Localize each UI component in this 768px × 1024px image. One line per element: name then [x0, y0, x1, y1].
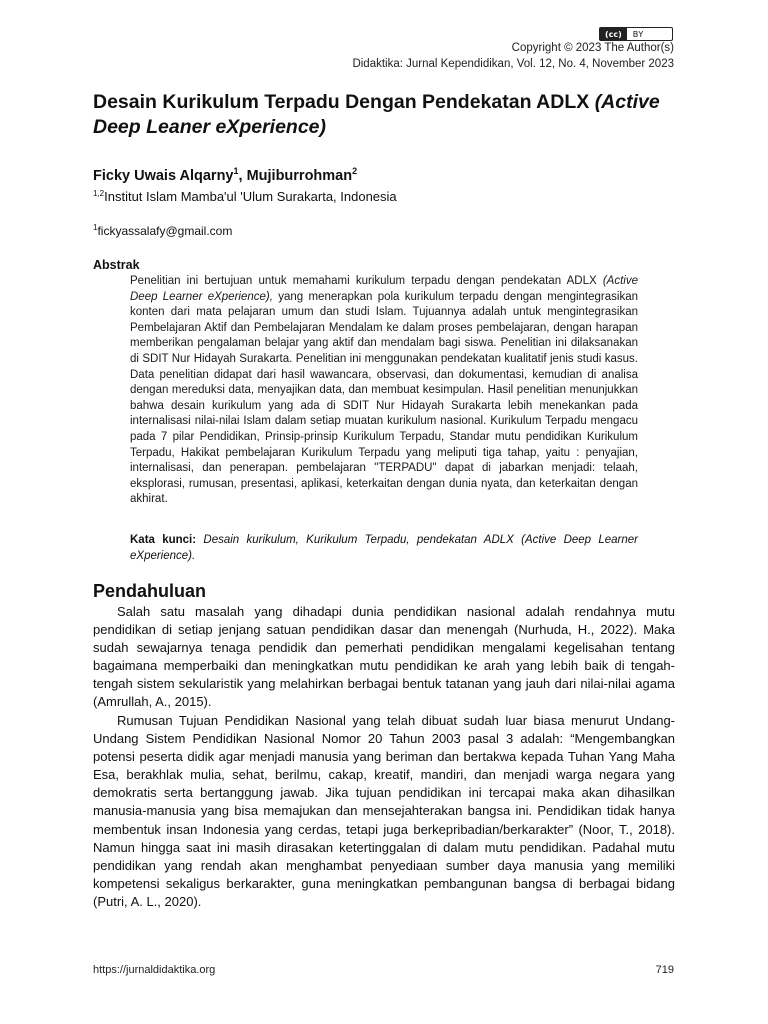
- title-main: Desain Kurikulum Terpadu Dengan Pendekatan ADLX: [93, 91, 595, 113]
- keywords-list: Desain kurikulum, Kurikulum Terpadu, pendekatan ADLX (Active Deep Learner eXperience).: [130, 534, 638, 562]
- keywords: [130, 533, 638, 564]
- journal-citation: Didaktika: Jurnal Kependidikan, Vol. 12, No. 4, November 2023: [352, 58, 674, 70]
- footer-journal-url[interactable]: https://jurnaldidaktika.org: [93, 964, 216, 976]
- affiliation-mark: 1,2: [93, 189, 105, 198]
- body-paragraph: Salah satu masalah yang dihadapi dunia pendidikan nasional adalah rendahnya mutu pendidikan di setiap jenjang satuan pendidikan dasar dan menengah (Nurhuda, H., 2022). Maka sudah sewajarnya tenaga pendidik dan pemerhati pendidikan mengalami kegelisahan tentang bagaimana memperbaiki dan meningkatkan mutu pendidikan ke arah yang lebih baik di tengah-tengah sistem sekularistik yang melahirkan berbagai bentuk tatanan yang jauh dari nilai-nilai agama (Amrullah, A., 2015).: [93, 604, 675, 710]
- section-heading-introduction: Pendahuluan: [93, 581, 207, 601]
- affiliation-text: Institut Islam Mamba'ul 'Ulum Surakarta, Indonesia: [104, 189, 397, 204]
- body-paragraph: Rumusan Tujuan Pendidikan Nasional yang telah dibuat sudah luar biasa menurut Undang-Undang Sistem Pendidikan Nasional Nomor 20 Tahun 2003 pasal 3 adalah: “Mengembangkan potensi peserta didik agar menjadi manusia yang beriman dan bertakwa kepada Tuhan Yang Maha Esa, berakhlak mulia, sehat, berilmu, cakap, kreatif, mandiri, dan menjadi warga negara yang demokratis serta bertanggung jawab. Jika tujuan pendidikan ini tercapai maka akan dihasilkan manusia-manusia yang bisa memajukan dan mensejahterakan bangsa ini. Pendidikan tidak hanya membentuk insan Indonesia yang cerdas, tetapi juga berkepribadian/berkarakter” (Noor, T., 2018). Namun hingga saat ini masih dirasakan ketertinggalan di dalam mutu pendidikan. Padahal mutu pendidikan yang rendah akan menghambat penyediaan sumber daya manusia yang memiliki kompetensi sekaligus berkarakter, guna meningkatkan pembangunan bangsa di berbagai bidang (Putri, A. L., 2020).: [93, 713, 675, 909]
- author-name: Ficky Uwais Alqarny: [93, 168, 234, 184]
- keywords-label: Kata kunci:: [130, 534, 197, 546]
- cc-icon: (cc): [600, 28, 627, 40]
- abstract-italic-term: (Active Deep Learner eXperience),: [130, 275, 638, 303]
- abstract-heading: Abstrak: [93, 258, 140, 272]
- author-name: Mujiburrohman: [246, 168, 353, 184]
- corresponding-email: [93, 223, 232, 238]
- copyright-notice: Copyright © 2023 The Author(s): [511, 42, 674, 54]
- abstract-text: yang menerapkan pola kurikulum terpadu dengan mengintegrasikan konten dari mata pelajaran umum dan studi Islam. Tujuannya adalah untuk mengintegrasikan Pembelajaran Aktif dan Pembelajaran Mendalam ke dalam proses pembelajaran, dengan harapan memberikan pengalaman belajar yang aktif dan mendalam bagi siswa. Penelitian ini dilaksanakan di SDIT Nur Hidayah Surakarta. Penelitian ini menggunakan pendekatan kualitatif jenis studi kasus. Data penelitian didapat dari hasil wawancara, observasi, dan dokumentasi, kemudian di analisa dengan mereduksi data, menyajikan data, dan membuat kesimpulan. Hasil penelitian menunjukkan bahwa desain kurikulum yang ada di SDIT Nur Hidayah Surakarta lebih menekankan pada internalisasi nilai-nilai Islam dalam setiap muatan kurikulum nasional. Kurikulum Terpadu mengacu pada 7 pilar Pendidikan, Prinsip-prinsip Kurikulum Terpadu, Standar mutu pendidikan Kurikulum Terpadu, Hakikat pembelajaran Kurikulum Terpadu yang meliputi tiga tahap, yaitu : penyajian, internalisasi, dan penerapan. pembelajaran "TERPADU" dapat di jabarkan menjadi: telaah, eksplorasi, rumusan, presentasi, aplikasi, keterkaitan dengan dunia nyata, dan keterkaitan dengan akhirat.: [130, 290, 638, 506]
- creative-commons-license-badge[interactable]: [599, 27, 673, 41]
- email-address[interactable]: fickyassalafy@gmail.com: [97, 224, 233, 238]
- by-icon: BY: [632, 29, 644, 39]
- author-affiliation-mark: 2: [352, 166, 358, 176]
- abstract-body: [130, 274, 638, 508]
- email-mark: 1: [93, 223, 98, 232]
- affiliation: [93, 189, 397, 204]
- author-separator: ,: [238, 168, 247, 184]
- article-title: [93, 90, 693, 140]
- author-affiliation-mark: 1: [233, 166, 239, 176]
- author-list: [93, 166, 357, 184]
- page-number: 719: [655, 964, 674, 976]
- title-italic: (Active Deep Leaner eXperience): [93, 91, 660, 138]
- abstract-text: Penelitian ini bertujuan untuk memahami kurikulum terpadu dengan pendekatan ADLX: [130, 275, 603, 287]
